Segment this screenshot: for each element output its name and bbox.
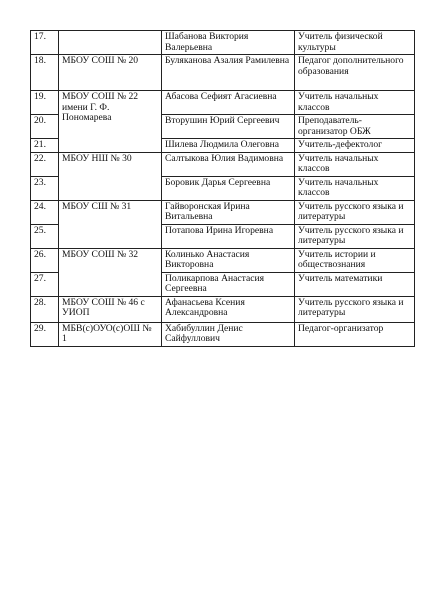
table-row — [31, 322, 415, 346]
school-cell: МБОУ СОШ № 22 имени Г. Ф. Пономарева — [59, 91, 162, 153]
table-row — [31, 55, 415, 91]
row-number: 28. — [31, 296, 59, 322]
table-row — [31, 152, 415, 176]
position-cell: Учитель физической культуры — [295, 31, 415, 55]
name-cell: Буляканова Азалия Рамилевна — [162, 55, 295, 91]
name-cell: Афанасьева Ксения Александровна — [162, 296, 295, 322]
school-cell: МБОУ СОШ № 20 — [59, 55, 162, 91]
row-number: 25. — [31, 224, 59, 248]
row-number: 27. — [31, 272, 59, 296]
row-number: 29. — [31, 322, 59, 346]
position-cell: Педагог дополнительного образования — [295, 55, 415, 91]
row-number: 23. — [31, 176, 59, 200]
school-cell: МБОУ НШ № 30 — [59, 152, 162, 200]
row-number: 20. — [31, 115, 59, 139]
row-number: 24. — [31, 200, 59, 224]
participants-table — [30, 30, 415, 347]
name-cell: Потапова Ирина Игоревна — [162, 224, 295, 248]
position-cell: Учитель начальных классов — [295, 152, 415, 176]
row-number: 19. — [31, 91, 59, 115]
name-cell: Шабанова Виктория Валерьевна — [162, 31, 295, 55]
position-cell: Преподаватель-организатор ОБЖ — [295, 115, 415, 139]
name-cell: Гайворонская Ирина Витальевна — [162, 200, 295, 224]
name-cell: Боровик Дарья Сергеевна — [162, 176, 295, 200]
name-cell: Шилева Людмила Олеговна — [162, 139, 295, 153]
row-number: 22. — [31, 152, 59, 176]
position-cell: Учитель начальных классов — [295, 176, 415, 200]
position-cell: Педагог-организатор — [295, 322, 415, 346]
name-cell: Абасова Сефият Агасиевна — [162, 91, 295, 115]
school-cell: МБОУ СОШ № 46 с УИОП — [59, 296, 162, 322]
school-cell: МБВ(с)ОУО(с)ОШ № 1 — [59, 322, 162, 346]
position-cell: Учитель русского языка и литературы — [295, 200, 415, 224]
position-cell: Учитель математики — [295, 272, 415, 296]
table-row — [31, 31, 415, 55]
position-cell: Учитель начальных классов — [295, 91, 415, 115]
name-cell: Поликарпова Анастасия Сергеевна — [162, 272, 295, 296]
row-number: 26. — [31, 248, 59, 272]
position-cell: Учитель русского языка и литературы — [295, 224, 415, 248]
table-row — [31, 248, 415, 272]
row-number: 21. — [31, 139, 59, 153]
name-cell: Хабибуллин Денис Сайфуллович — [162, 322, 295, 346]
name-cell: Вторушин Юрий Сергеевич — [162, 115, 295, 139]
name-cell: Колинько Анастасия Викторовна — [162, 248, 295, 272]
position-cell: Учитель русского языка и литературы — [295, 296, 415, 322]
table-row — [31, 296, 415, 322]
name-cell: Салтыкова Юлия Вадимовна — [162, 152, 295, 176]
row-number: 18. — [31, 55, 59, 91]
table-row — [31, 91, 415, 115]
row-number: 17. — [31, 31, 59, 55]
table-row — [31, 200, 415, 224]
school-cell — [59, 31, 162, 55]
school-cell: МБОУ СОШ № 32 — [59, 248, 162, 296]
school-cell: МБОУ СШ № 31 — [59, 200, 162, 248]
position-cell: Учитель-дефектолог — [295, 139, 415, 153]
position-cell: Учитель истории и обществознания — [295, 248, 415, 272]
